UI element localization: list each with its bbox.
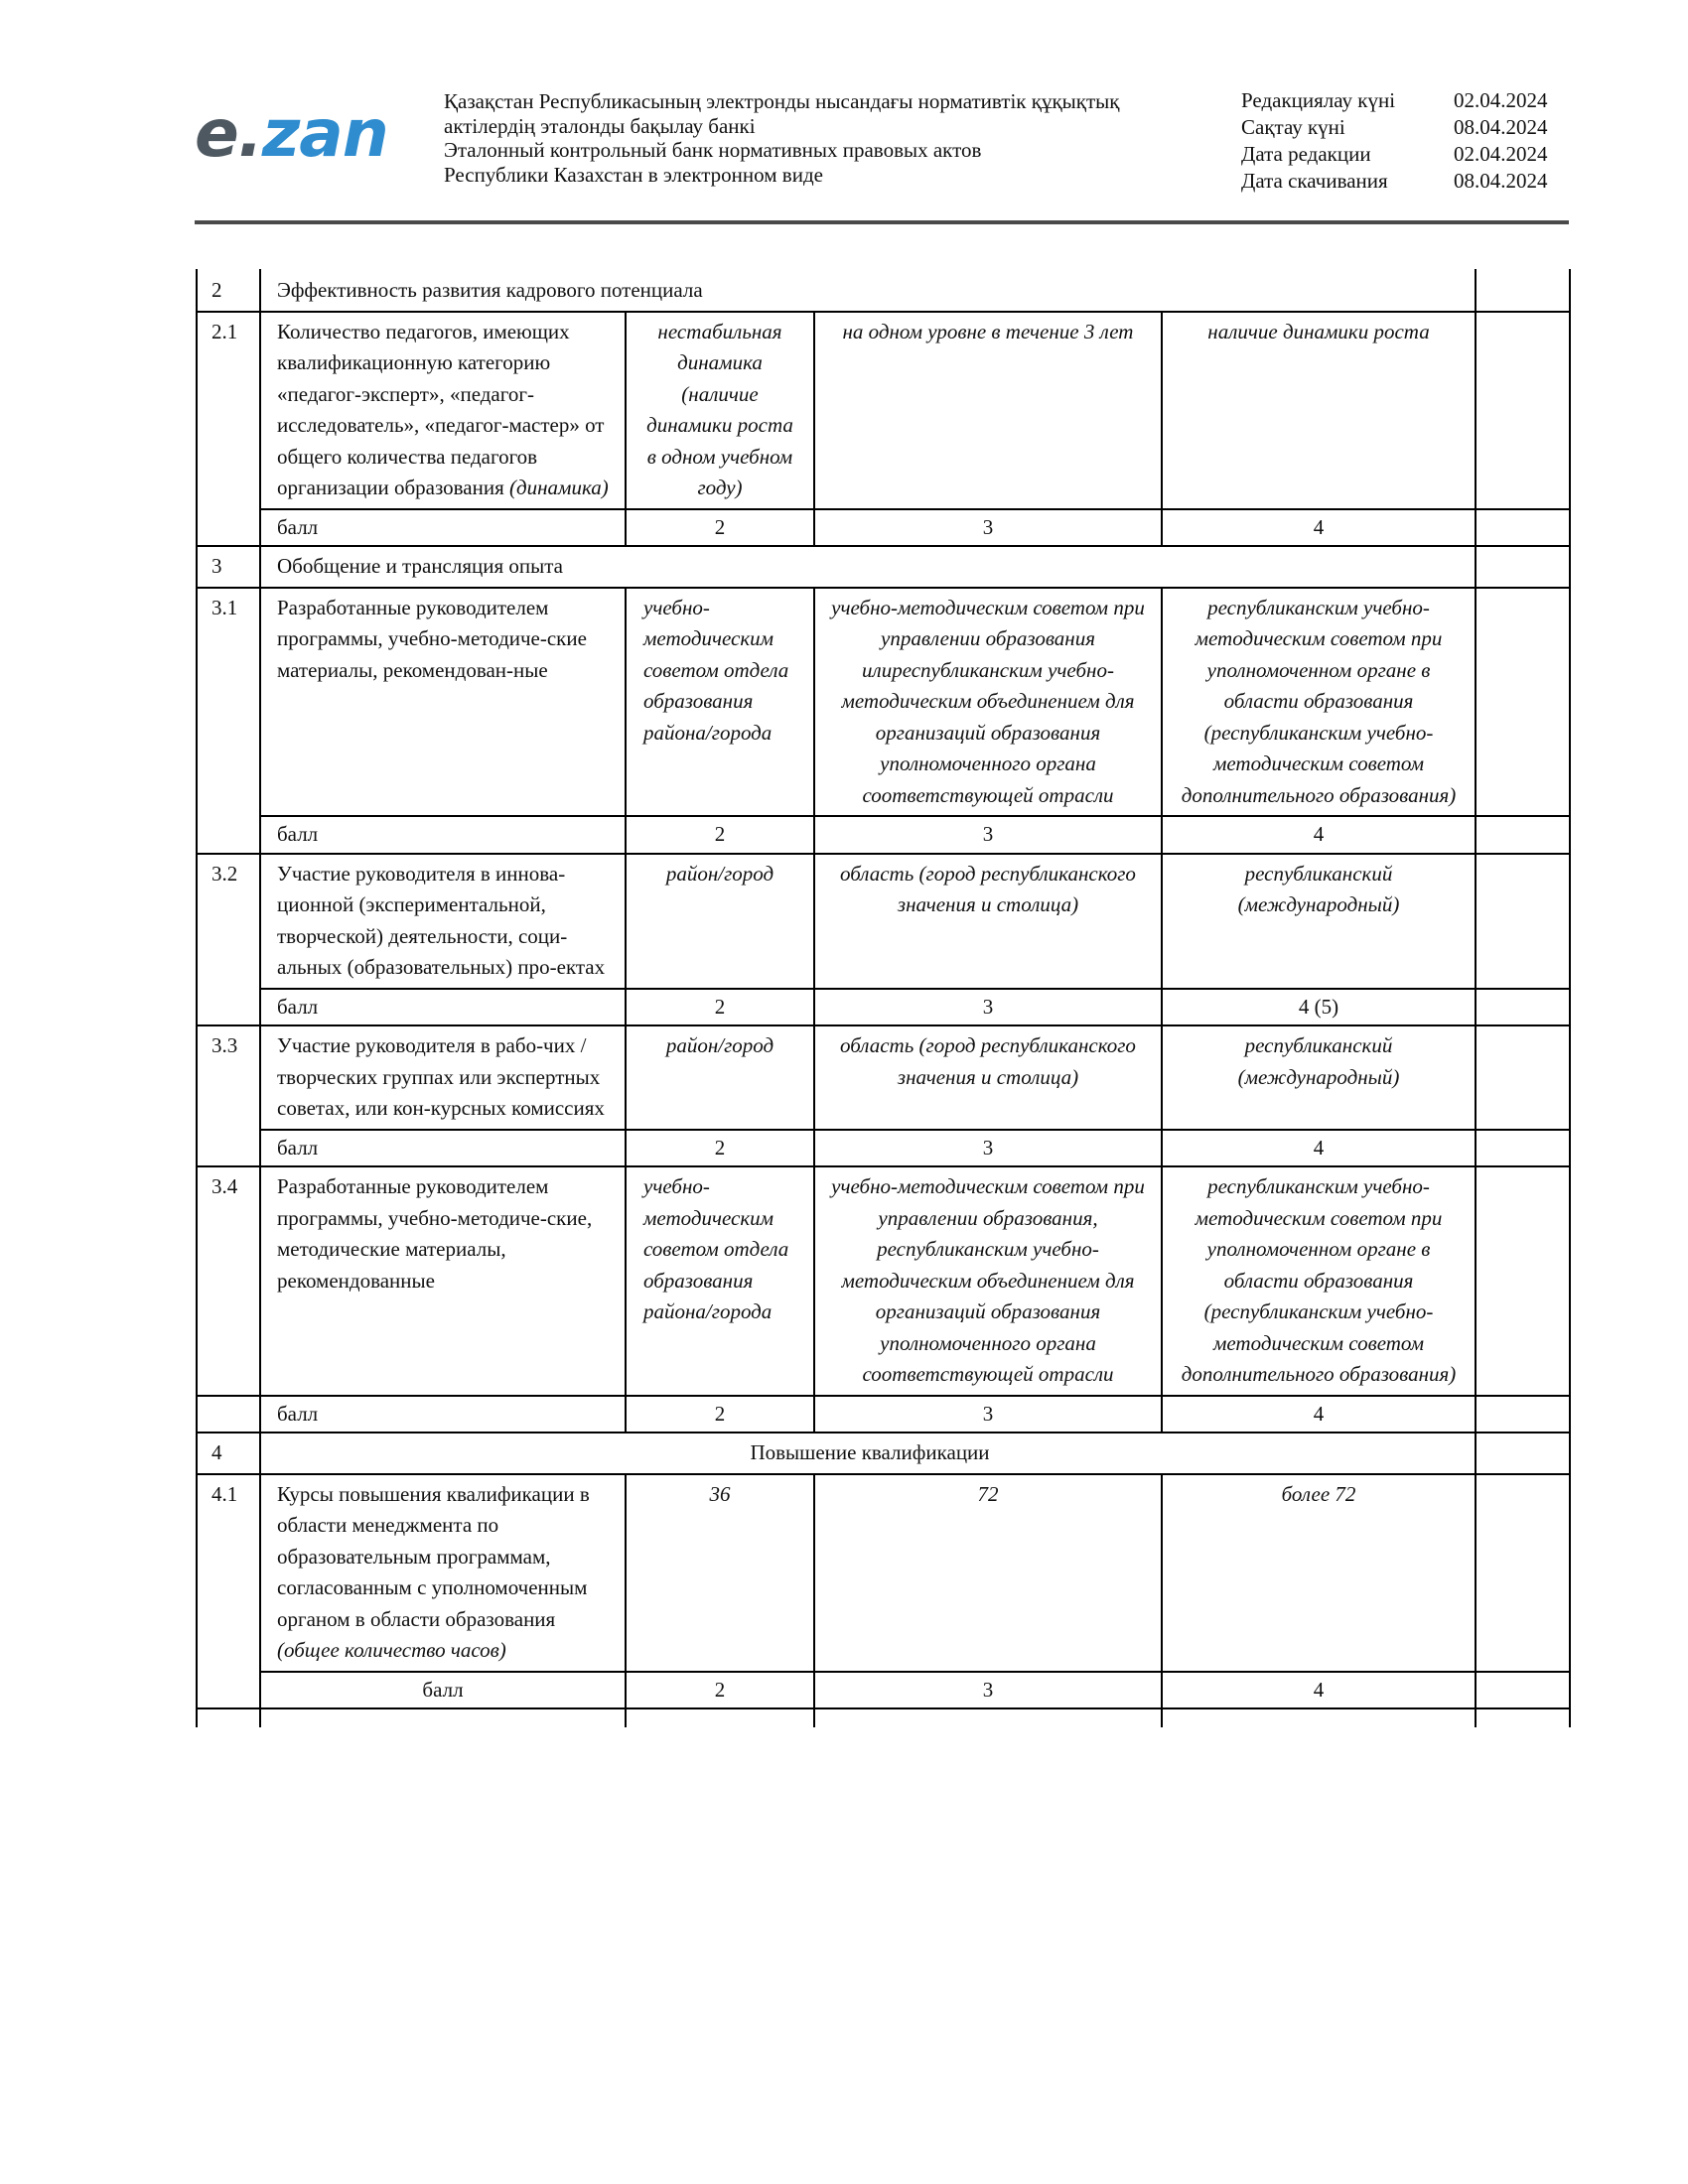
empty-cell [1476,1025,1570,1130]
level-2-cell: учебно-методическим советом при управлении образования, республиканским учебно-методическим объединением для организаций образования уполномоченного органа соответствующей отрасли [814,1166,1162,1396]
ezan-logo [195,95,388,172]
level-3-cell: наличие динамики роста [1162,312,1476,509]
empty-cell [1476,1396,1570,1433]
meta-value: 08.04.2024 [1454,169,1548,193]
section-number: 4 [197,1433,260,1474]
meta-value: 02.04.2024 [1454,142,1548,166]
logo-zan: zan [261,95,388,172]
score-value: 3 [814,1672,1162,1709]
criterion-number: 3.1 [197,588,260,817]
empty-cell [1476,1130,1570,1167]
meta-row [1241,87,1563,114]
score-value: 3 [814,816,1162,854]
empty-cell [197,1708,260,1727]
level-3-cell: республиканский (международный) [1162,1025,1476,1130]
score-value: 3 [814,989,1162,1026]
empty-cell [1476,509,1570,547]
criterion-number: 3.3 [197,1025,260,1130]
logo-e: e [195,95,238,172]
meta-label: Дата скачивания [1241,169,1388,193]
empty-cell [1476,854,1570,989]
criteria-table [196,269,1571,1727]
level-1-cell: район/город [626,1025,814,1130]
empty-cell [1476,546,1570,588]
criterion-row [197,1474,1570,1672]
empty-cell [1476,270,1570,312]
score-row [197,1672,1570,1709]
score-value: 2 [626,509,814,547]
section-title: Эффективность развития кадрового потенциала [260,270,1476,312]
empty-cell [1476,1474,1570,1672]
empty-cell [197,989,260,1026]
score-value: 2 [626,1672,814,1709]
score-label: балл [260,1672,626,1709]
continuation-row [197,1708,1570,1727]
score-value: 4 [1162,1130,1476,1167]
score-value: 3 [814,1396,1162,1433]
score-value: 4 [1162,509,1476,547]
level-3-cell: республиканским учебно-методическим советом при уполномоченном органе в области образования (республиканским учебно-методическим советом дополнительного образования) [1162,588,1476,817]
level-2-cell: на одном уровне в течение 3 лет [814,312,1162,509]
criterion-text [260,1474,626,1672]
score-value: 4 [1162,816,1476,854]
empty-cell [197,1130,260,1167]
score-value: 2 [626,816,814,854]
header-title [444,89,1198,187]
score-value: 2 [626,989,814,1026]
score-label: балл [260,1130,626,1167]
level-2-cell: область (город республиканского значения и столица) [814,854,1162,989]
header-divider [195,220,1569,224]
header-title-line: Эталонный контрольный банк нормативных правовых актов [444,138,982,162]
section-row [197,546,1570,588]
level-1-cell: учебно-методическим советом отдела образования района/города [626,1166,814,1396]
empty-cell [1476,1672,1570,1709]
section-title: Обобщение и трансляция опыта [260,546,1476,588]
header-title-line: Қазақстан Республикасының электронды нысандағы нормативтік құқықтық [444,89,1120,113]
empty-cell [1476,312,1570,509]
section-row [197,270,1570,312]
score-value: 4 [1162,1672,1476,1709]
score-label: балл [260,509,626,547]
criterion-number: 4.1 [197,1474,260,1672]
level-3-cell: республиканским учебно-методическим советом при уполномоченном органе в области образования (республиканским учебно-методическим советом дополнительного образования) [1162,1166,1476,1396]
section-number: 3 [197,546,260,588]
score-row [197,989,1570,1026]
empty-cell [1476,1166,1570,1396]
meta-row [1241,141,1563,168]
section-title: Повышение квалификации [260,1433,1476,1474]
empty-cell [1162,1708,1476,1727]
empty-cell [197,1396,260,1433]
score-value: 2 [626,1130,814,1167]
level-1-cell: нестабильная динамика (наличие динамики роста в одном учебном году) [626,312,814,509]
criterion-row [197,854,1570,989]
empty-cell [1476,989,1570,1026]
level-2-cell: учебно-методическим советом при управлении образования илиреспубликанским учебно-методическим объединением для организаций образования уполномоченного органа соответствующей отрасли [814,588,1162,817]
level-3-cell: более 72 [1162,1474,1476,1672]
empty-cell [1476,1708,1570,1727]
empty-cell [1476,1433,1570,1474]
criterion-label: Курсы повышения квалификации в области менеджмента по образовательным программам, согласованным с уполномоченным органом в области образования [277,1481,590,1631]
empty-cell [260,1708,626,1727]
header-title-line: актілердің эталонды бақылау банкі [444,113,756,138]
level-2-cell: область (город республиканского значения и столица) [814,1025,1162,1130]
score-value: 3 [814,1130,1162,1167]
section-row [197,1433,1570,1474]
empty-cell [1476,816,1570,854]
meta-row [1241,168,1563,195]
score-value: 2 [626,1396,814,1433]
score-label: балл [260,989,626,1026]
criterion-row [197,312,1570,509]
criterion-number: 3.2 [197,854,260,989]
header-title-line: Республики Казахстан в электронном виде [444,162,823,187]
criterion-row [197,1025,1570,1130]
criterion-row [197,588,1570,817]
empty-cell [197,1672,260,1709]
score-label: балл [260,1396,626,1433]
criterion-number: 2.1 [197,312,260,509]
criterion-text: Разработанные руководителем программы, учебно-методиче-ские, методические материалы, рекомендованные [260,1166,626,1396]
empty-cell [814,1708,1162,1727]
score-value: 4 (5) [1162,989,1476,1026]
score-row [197,1396,1570,1433]
meta-value: 08.04.2024 [1454,115,1548,139]
score-value: 3 [814,509,1162,547]
empty-cell [197,509,260,547]
score-row [197,509,1570,547]
criterion-row [197,1166,1570,1396]
level-1-cell: район/город [626,854,814,989]
empty-cell [626,1708,814,1727]
meta-label: Дата редакции [1241,142,1371,166]
level-1-cell: учебно-методическим советом отдела образования района/города [626,588,814,817]
criterion-text: Разработанные руководителем программы, учебно-методиче-ские материалы, рекомендован-ные [260,588,626,817]
criterion-note: (динамика) [509,476,609,499]
empty-cell [1476,588,1570,817]
criterion-text: Участие руководителя в рабо-чих / творческих группах или экспертных советах, или кон-курсных комиссиях [260,1025,626,1130]
meta-label: Сақтау күні [1241,115,1345,139]
logo-dot: . [237,95,262,172]
meta-label: Редакциялау күні [1241,88,1396,112]
score-value: 4 [1162,1396,1476,1433]
score-label: балл [260,816,626,854]
meta-row [1241,114,1563,141]
criterion-text: Участие руководителя в иннова-ционной (экспериментальной, творческой) деятельности, соци-альных (образовательных) про-ектах [260,854,626,989]
header-meta [1241,87,1563,195]
level-1-cell: 36 [626,1474,814,1672]
level-2-cell: 72 [814,1474,1162,1672]
criterion-label: Количество педагогов, имеющих квалификационную категорию «педагог-эксперт», «педагог-исследователь», «педагог-мастер» от общего количества педагогов организации образования [277,319,605,499]
criterion-number: 3.4 [197,1166,260,1396]
score-row [197,816,1570,854]
empty-cell [197,816,260,854]
section-number: 2 [197,270,260,312]
level-3-cell: республиканский (международный) [1162,854,1476,989]
criterion-note: (общее количество часов) [277,1638,506,1662]
meta-value: 02.04.2024 [1454,88,1548,112]
score-row [197,1130,1570,1167]
criterion-text [260,312,626,509]
